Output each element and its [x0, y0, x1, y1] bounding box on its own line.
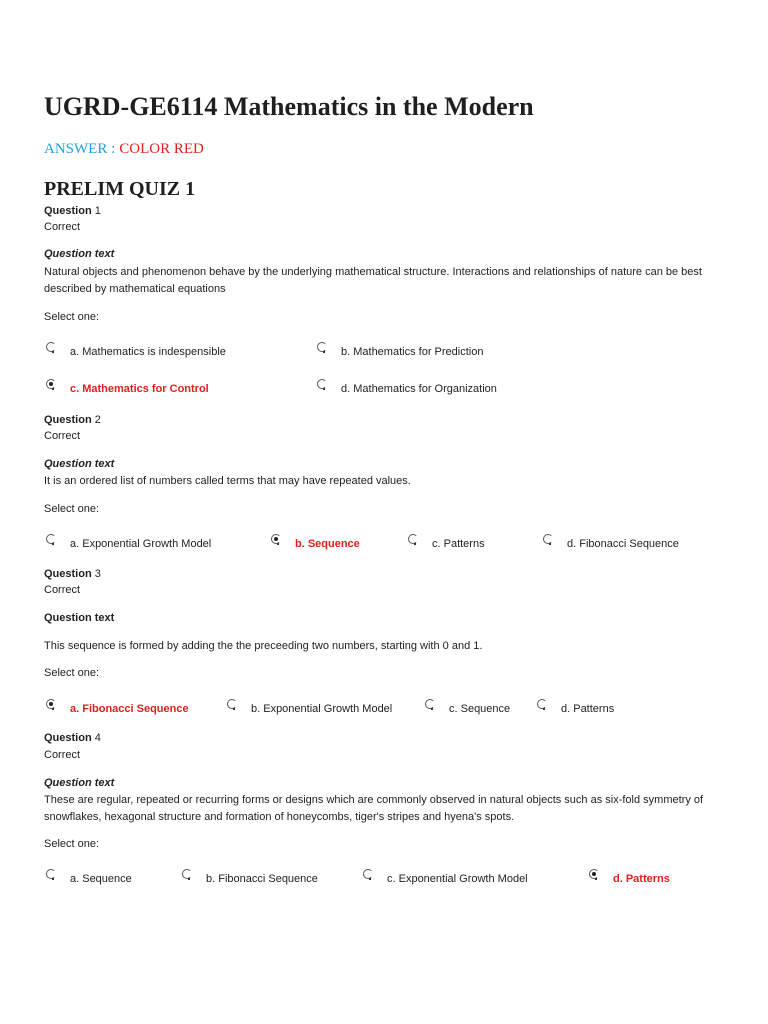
question-4-text: These are regular, repeated or recurring forms or designs which are commonly observed in natural objects such as six-fold symmetry of snowflakes, hexagonal structure and formation of honeycombs, tiger's stripes and hyena's spots.: [44, 794, 704, 823]
question-3-header: [44, 568, 101, 580]
question-3-option-a[interactable]: [46, 699, 189, 715]
radio-unchecked-icon[interactable]: [317, 379, 327, 389]
question-3-status: Correct: [44, 584, 81, 596]
radio-checked-icon[interactable]: [46, 699, 56, 709]
question-label: Question: [44, 205, 92, 217]
question-3-option-b[interactable]: [227, 699, 392, 715]
option-label: a. Mathematics is indespensible: [70, 346, 226, 358]
question-4-option-c[interactable]: [363, 869, 528, 885]
question-label: Question: [44, 732, 92, 744]
radio-unchecked-icon[interactable]: [408, 534, 418, 544]
question-4-select-label: Select one:: [44, 838, 100, 850]
option-label: c. Sequence: [449, 703, 511, 715]
question-label: Question: [44, 414, 92, 426]
question-1-text: Natural objects and phenomenon behave by the underlying mathematical structure. Interactions and relationships of nature can be best described by mathematical equations: [44, 266, 702, 295]
question-4-header: [44, 732, 101, 744]
question-number: 4: [94, 732, 101, 744]
question-1-text-label: Question text: [44, 248, 115, 260]
question-2-text: It is an ordered list of numbers called terms that may have repeated values.: [44, 475, 411, 487]
question-1-option-c[interactable]: [46, 379, 209, 395]
question-3-select-label: Select one:: [44, 667, 100, 679]
radio-unchecked-icon[interactable]: [317, 342, 327, 352]
option-label: c. Exponential Growth Model: [387, 873, 528, 885]
radio-unchecked-icon[interactable]: [227, 699, 237, 709]
option-label: a. Exponential Growth Model: [70, 538, 212, 550]
question-1-header: [44, 205, 101, 217]
question-1-option-d[interactable]: [317, 379, 497, 395]
question-4-option-d[interactable]: [589, 869, 670, 885]
question-2-option-c[interactable]: [408, 534, 485, 550]
question-3-text-label: Question text: [44, 612, 115, 624]
question-4-status: Correct: [44, 749, 81, 761]
radio-unchecked-icon[interactable]: [182, 869, 192, 879]
question-4-text-label: Question text: [44, 777, 115, 789]
question-3-option-c[interactable]: [425, 699, 510, 715]
radio-checked-icon[interactable]: [271, 534, 281, 544]
radio-checked-icon[interactable]: [589, 869, 599, 879]
option-label-selected: c. Mathematics for Control: [70, 383, 209, 395]
question-2-header: [44, 414, 101, 426]
radio-unchecked-icon[interactable]: [425, 699, 435, 709]
question-3-text: This sequence is formed by adding the the preceeding two numbers, starting with 0 and 1.: [44, 640, 483, 652]
option-label-selected: b. Sequence: [295, 538, 360, 550]
option-label: d. Mathematics for Organization: [341, 383, 497, 395]
radio-checked-icon[interactable]: [46, 379, 56, 389]
question-4-option-b[interactable]: [182, 869, 318, 885]
page-title: UGRD-GE6114 Mathematics in the Modern: [44, 92, 534, 121]
question-label: Question: [44, 568, 92, 580]
quiz-title: PRELIM QUIZ 1: [44, 178, 196, 200]
option-label: d. Fibonacci Sequence: [567, 538, 679, 550]
question-1-option-a[interactable]: [46, 342, 226, 358]
question-4-option-a[interactable]: [46, 869, 132, 885]
option-label: d. Patterns: [561, 703, 615, 715]
answer-value: COLOR RED: [119, 141, 204, 157]
question-2-text-label: Question text: [44, 458, 115, 470]
question-1-option-b[interactable]: [317, 342, 483, 358]
question-number: 1: [94, 205, 101, 217]
option-label: a. Sequence: [70, 873, 132, 885]
answer-legend: [44, 141, 204, 158]
question-2-option-d[interactable]: [543, 534, 679, 550]
question-2-status: Correct: [44, 430, 81, 442]
option-label-selected: d. Patterns: [613, 873, 670, 885]
option-label-selected: a. Fibonacci Sequence: [70, 703, 189, 715]
radio-unchecked-icon[interactable]: [363, 869, 373, 879]
question-2-select-label: Select one:: [44, 503, 100, 515]
answer-label: ANSWER :: [44, 141, 116, 157]
radio-unchecked-icon[interactable]: [46, 534, 56, 544]
option-label: c. Patterns: [432, 538, 485, 550]
question-1-select-label: Select one:: [44, 311, 100, 323]
question-1-status: Correct: [44, 221, 81, 233]
question-number: 3: [94, 568, 101, 580]
option-label: b. Fibonacci Sequence: [206, 873, 318, 885]
option-label: b. Mathematics for Prediction: [341, 346, 484, 358]
option-label: b. Exponential Growth Model: [251, 703, 393, 715]
question-2-option-b[interactable]: [271, 534, 360, 550]
radio-unchecked-icon[interactable]: [537, 699, 547, 709]
question-number: 2: [94, 414, 101, 426]
radio-unchecked-icon[interactable]: [543, 534, 553, 544]
question-2-option-a[interactable]: [46, 534, 211, 550]
radio-unchecked-icon[interactable]: [46, 342, 56, 352]
question-3-option-d[interactable]: [537, 699, 614, 715]
radio-unchecked-icon[interactable]: [46, 869, 56, 879]
